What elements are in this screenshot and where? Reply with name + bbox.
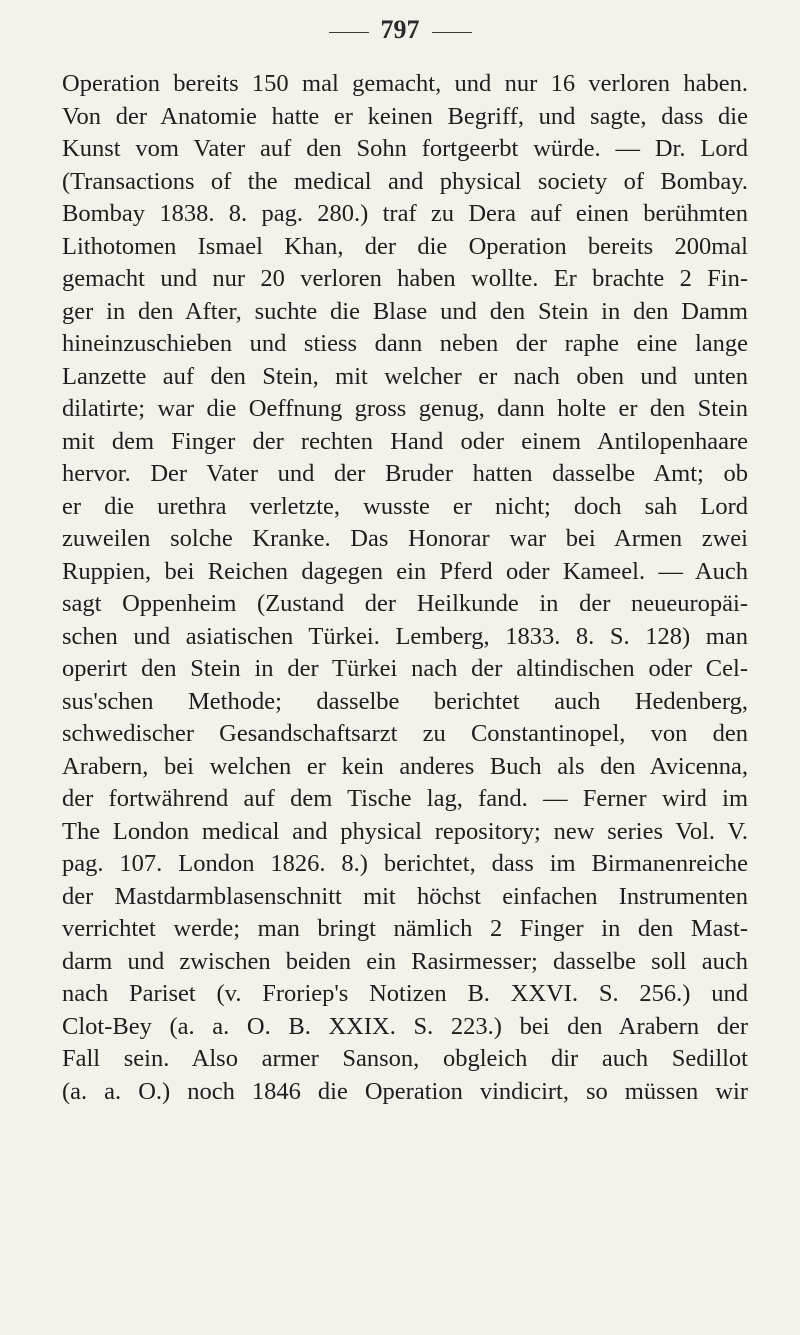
text-line: Bombay 1838. 8. pag. 280.) traf zu Dera auf einen berühmten [62,200,748,227]
left-dash [329,32,369,33]
text-line: darm und zwischen beiden ein Rasirmesser; dasselbe soll auch [62,947,748,975]
text-line: hervor. Der Vater und der Bruder hatten dasselbe Amt; ob [62,460,748,487]
text-line: Kunst vom Vater auf den Sohn fortgeerbt würde. — Dr. Lord [62,135,748,162]
page-number: 797 [380,15,420,44]
text-line: zuweilen solche Kranke. Das Honorar war bei Armen zwei [62,525,748,552]
text-line: hineinzuschieben und stiess dann neben der raphe eine lange [62,330,748,357]
body-text [62,68,748,1108]
text-line: der Mastdarmblasenschnitt mit höchst einfachen Instrumenten [62,882,748,910]
text-line: Arabern, bei welchen er kein anderes Buch als den Avicenna, [62,752,748,780]
page-header [0,10,800,50]
text-line: The London medical and physical repository; new series Vol. V. [62,817,748,845]
text-line: Lanzette auf den Stein, mit welcher er nach oben und unten [62,362,748,390]
text-line: mit dem Finger der rechten Hand oder einem Antilopenhaare [62,427,748,455]
text-line: nach Pariset (v. Froriep's Notizen B. XXVI. S. 256.) und [62,980,748,1007]
text-line: der fortwährend auf dem Tische lag, fand. — Ferner wird im [62,785,748,812]
right-dash [432,32,472,33]
text-line: Von der Anatomie hatte er keinen Begriff, und sagte, dass die [62,102,748,130]
text-line: gemacht und nur 20 verloren haben wollte. Er brachte 2 Fin- [62,265,748,292]
text-line: Clot-Bey (a. a. O. B. XXIX. S. 223.) bei den Arabern der [62,1012,748,1040]
text-line: Fall sein. Also armer Sanson, obgleich dir auch Sedillot [62,1045,748,1072]
text-line: Operation bereits 150 mal gemacht, und nur 16 verloren haben. [62,70,748,97]
text-line: Lithotomen Ismael Khan, der die Operation bereits 200mal [62,232,748,260]
text-line: operirt den Stein in der Türkei nach der altindischen oder Cel- [62,655,748,682]
text-line: er die urethra verletzte, wusste er nicht; doch sah Lord [62,492,748,520]
text-line: dilatirte; war die Oeffnung gross genug, dann holte er den Stein [62,395,748,422]
text-line: schen und asiatischen Türkei. Lemberg, 1833. 8. S. 128) man [62,622,748,650]
text-line: (a. a. O.) noch 1846 die Operation vindicirt, so müssen wir [62,1077,748,1105]
text-line: Ruppien, bei Reichen dagegen ein Pferd oder Kameel. — Auch [62,557,748,585]
text-line: pag. 107. London 1826. 8.) berichtet, dass im Birmanenreiche [62,850,748,877]
text-line: verrichtet werde; man bringt nämlich 2 Finger in den Mast- [62,915,748,942]
text-line: schwedischer Gesandschaftsarzt zu Constantinopel, von den [62,720,748,747]
text-line: sus'schen Methode; dasselbe berichtet auch Hedenberg, [62,687,748,715]
text-line: ger in den After, suchte die Blase und den Stein in den Damm [62,297,748,325]
text-line: (Transactions of the medical and physical society of Bombay. [62,167,748,195]
text-line: sagt Oppenheim (Zustand der Heilkunde in der neueuropäi- [62,590,748,617]
